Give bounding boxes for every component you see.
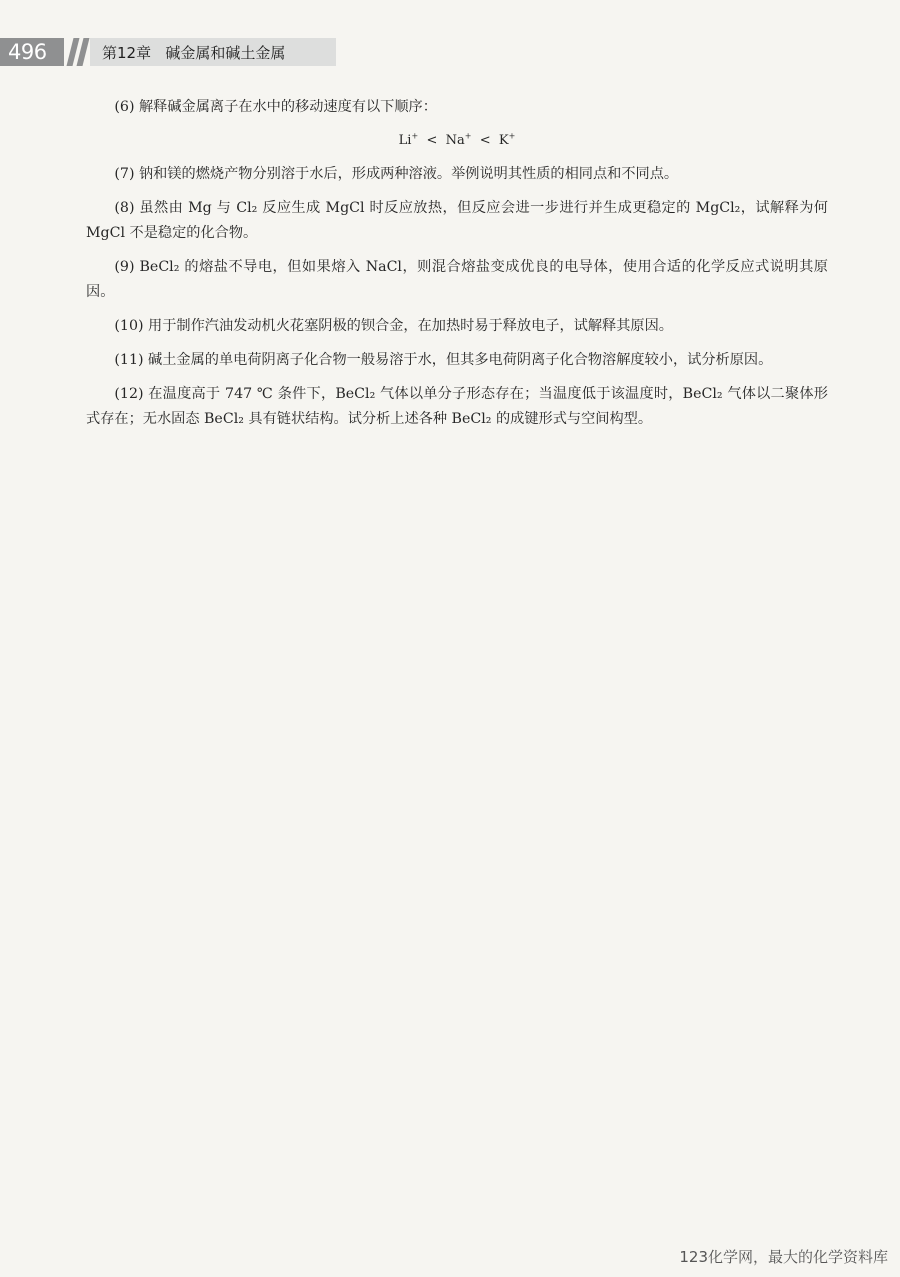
ion-na: Na	[445, 133, 465, 148]
less-than-1: <	[426, 133, 438, 148]
question-9: (9) BeCl₂ 的熔盐不导电，但如果熔入 NaCl，则混合熔盐变成优良的电导体，使用合适的化学反应式说明其原因。	[86, 259, 828, 300]
ion-li-charge: +	[411, 131, 419, 141]
ion-li: Li	[398, 133, 412, 148]
page-content	[86, 95, 828, 441]
question-12: (12) 在温度高于 747 ℃ 条件下，BeCl₂ 气体以单分子形态存在；当温度低于该温度时，BeCl₂ 气体以二聚体形式存在；无水固态 BeCl₂ 具有链状结构。试分析上述各种 BeCl₂ 的成键形式与空间构型。	[86, 386, 828, 427]
chapter-title-box	[90, 38, 336, 66]
question-7: (7) 钠和镁的燃烧产物分别溶于水后，形成两种溶液。举例说明其性质的相同点和不同点。	[114, 166, 679, 182]
chapter-title: 第12章 碱金属和碱土金属	[102, 44, 286, 62]
question-6: (6) 解释碱金属离子在水中的移动速度有以下顺序：	[114, 99, 437, 115]
ion-na-charge: +	[464, 131, 472, 141]
footer-watermark: 123化学网，最大的化学资料库	[679, 1248, 888, 1266]
header-separator-bar	[77, 38, 90, 66]
ion-mobility-formula	[86, 129, 828, 153]
page-header	[0, 38, 340, 66]
page-number: 496	[8, 40, 47, 64]
ion-k: K	[498, 133, 509, 148]
less-than-2: <	[479, 133, 491, 148]
question-8: (8) 虽然由 Mg 与 Cl₂ 反应生成 MgCl 时反应放热，但反应会进一步进行并生成更稳定的 MgCl₂，试解释为何 MgCl 不是稳定的化合物。	[86, 200, 828, 241]
question-10: (10) 用于制作汽油发动机火花塞阴极的钡合金，在加热时易于释放电子，试解释其原因。	[114, 318, 673, 334]
ion-k-charge: +	[508, 131, 516, 141]
question-11: (11) 碱土金属的单电荷阴离子化合物一般易溶于水，但其多电荷阴离子化合物溶解度较小，试分析原因。	[114, 352, 773, 368]
page-number-box	[0, 38, 64, 66]
